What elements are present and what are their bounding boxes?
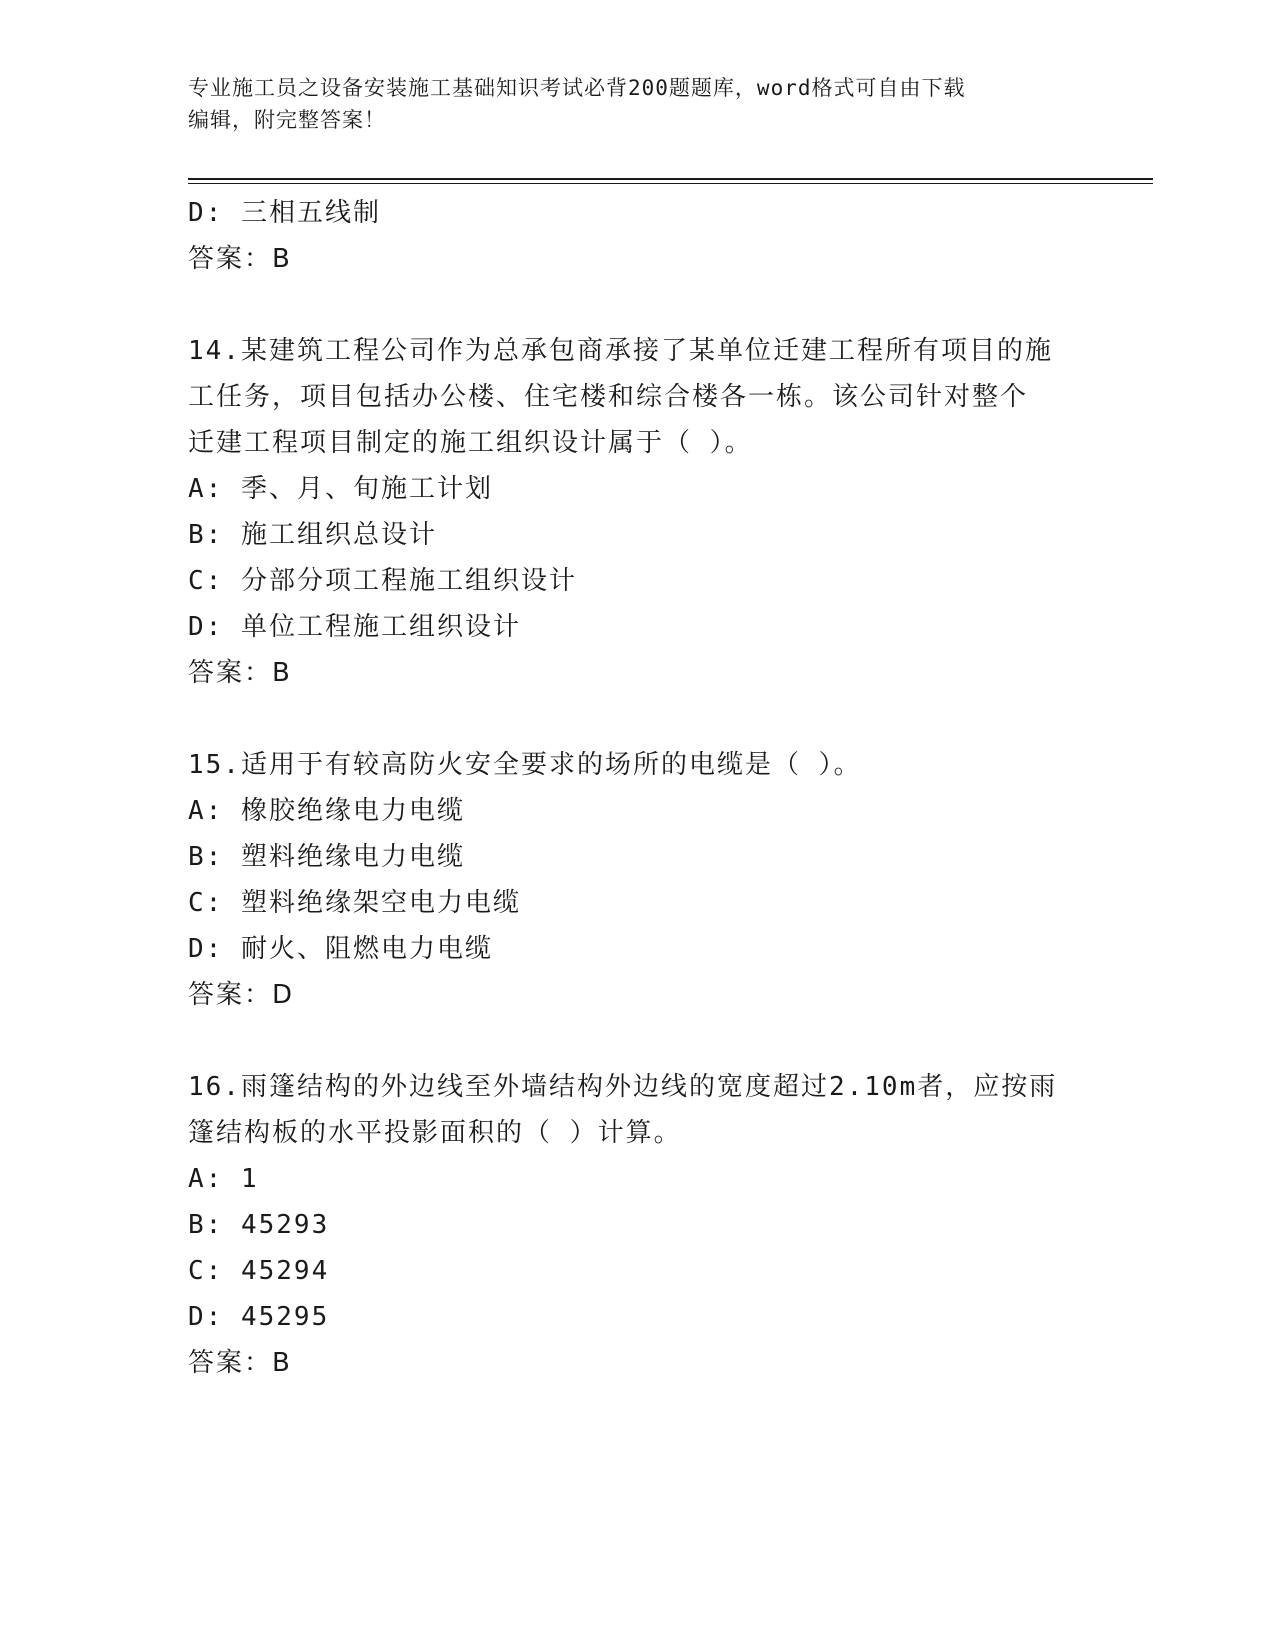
document-header — [188, 72, 1068, 136]
header-line-1: 专业施工员之设备安装施工基础知识考试必背200题题库，word格式可自由下载 — [188, 76, 966, 100]
q16-option-d: D: 45295 — [188, 1302, 330, 1332]
q14-option-c: C: 分部分项工程施工组织设计 — [188, 566, 577, 596]
spacer — [188, 696, 1088, 742]
q14-option-a: A: 季、月、旬施工计划 — [188, 474, 493, 504]
q14-stem-line-1: 14.某建筑工程公司作为总承包商承接了某单位迁建工程所有项目的施 — [188, 336, 1053, 366]
question-15 — [188, 742, 1088, 1018]
header-divider-thin — [188, 183, 1153, 184]
q16-answer: 答案：B — [188, 1348, 292, 1378]
q14-option-d: D: 单位工程施工组织设计 — [188, 612, 521, 642]
q16-option-a: A: 1 — [188, 1164, 259, 1194]
q14-option-b: B: 施工组织总设计 — [188, 520, 437, 550]
header-divider-thick — [188, 178, 1153, 180]
q13-answer: 答案：B — [188, 244, 292, 274]
spacer — [188, 1018, 1088, 1064]
q16-option-b: B: 45293 — [188, 1210, 330, 1240]
q16-stem-line-1: 16.雨篷结构的外边线至外墙结构外边线的宽度超过2.10m者，应按雨 — [188, 1072, 1058, 1102]
q14-answer: 答案：B — [188, 658, 292, 688]
question-16 — [188, 1064, 1088, 1386]
q16-option-c: C: 45294 — [188, 1256, 330, 1286]
q15-stem-line-1: 15.适用于有较高防火安全要求的场所的电缆是（ ）。 — [188, 750, 862, 780]
q15-option-c: C: 塑料绝缘架空电力电缆 — [188, 888, 521, 918]
header-line-2: 编辑，附完整答案！ — [188, 108, 386, 132]
q15-answer: 答案：D — [188, 980, 295, 1010]
q15-option-a: A: 橡胶绝缘电力电缆 — [188, 796, 465, 826]
q15-option-b: B: 塑料绝缘电力电缆 — [188, 842, 465, 872]
q13-option-d: D: 三相五线制 — [188, 198, 381, 228]
question-list — [188, 190, 1088, 1386]
q16-stem-line-2: 篷结构板的水平投影面积的（ ）计算。 — [188, 1118, 682, 1148]
q15-option-d: D: 耐火、阻燃电力电缆 — [188, 934, 493, 964]
q14-stem-line-3: 迁建工程项目制定的施工组织设计属于（ ）。 — [188, 428, 753, 458]
q14-stem-line-2: 工任务，项目包括办公楼、住宅楼和综合楼各一栋。该公司针对整个 — [188, 382, 1029, 412]
spacer — [188, 282, 1088, 328]
question-14 — [188, 328, 1088, 696]
